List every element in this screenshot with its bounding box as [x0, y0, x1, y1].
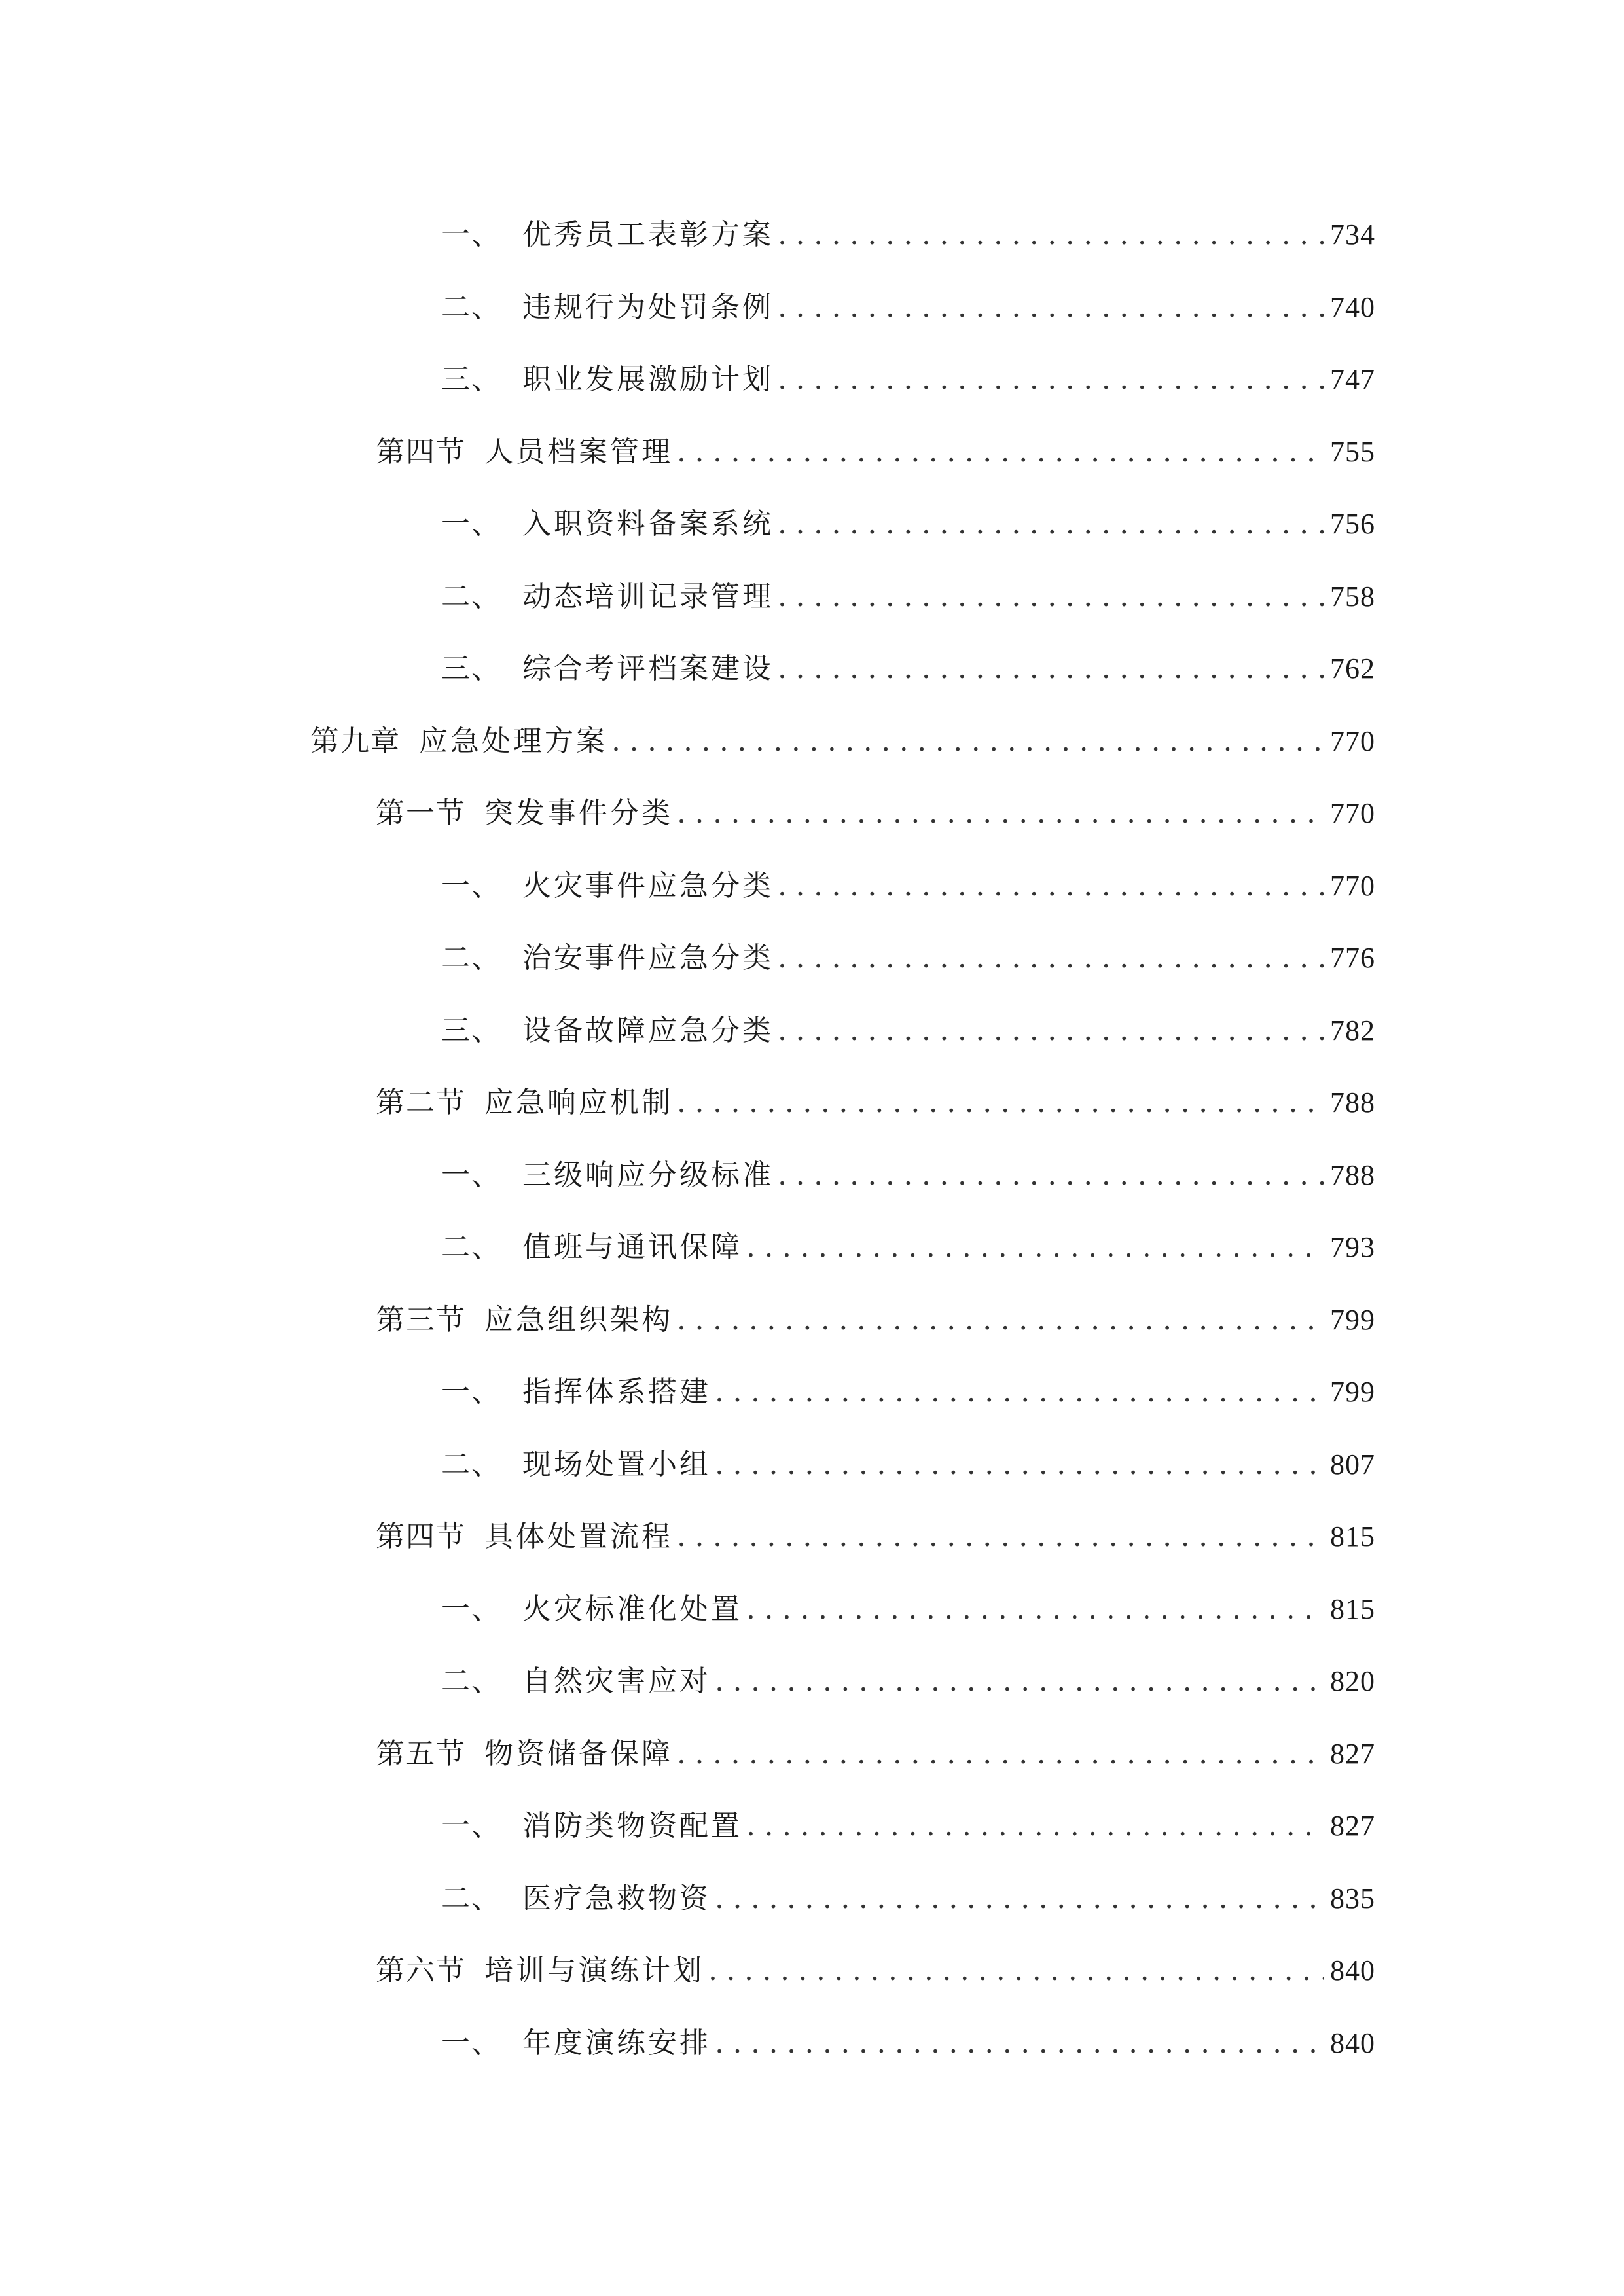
entry-page-number: 840: [1330, 2026, 1375, 2059]
dot-leader: [715, 1645, 1324, 1718]
dot-leader: [715, 1356, 1324, 1429]
entry-title: 自然灾害应对: [522, 1664, 711, 1698]
dot-leader: [778, 488, 1324, 561]
entry-page-number: 815: [1330, 1592, 1375, 1625]
entry-title: 职业发展激励计划: [522, 363, 774, 396]
entry-title: 应急组织架构: [484, 1302, 673, 1336]
entry-page-number: 770: [1330, 869, 1375, 902]
toc-subsection-entry[interactable]: [0, 199, 1624, 272]
toc-entry-line: [441, 1863, 1375, 1935]
dot-leader: [778, 272, 1324, 344]
toc-section-entry[interactable]: [0, 1067, 1624, 1139]
entry-title: 应急响应机制: [484, 1086, 673, 1119]
entry-number: 二、: [441, 290, 501, 324]
dot-leader: [677, 416, 1324, 489]
toc-subsection-entry[interactable]: [0, 488, 1624, 561]
entry-page-number: 734: [1330, 219, 1375, 251]
entry-number: 第四节: [376, 1520, 466, 1553]
toc-subsection-entry[interactable]: [0, 1790, 1624, 1863]
entry-title: 火灾标准化处置: [522, 1592, 742, 1626]
dot-leader: [778, 850, 1324, 923]
entry-title: 年度演练安排: [522, 2026, 711, 2060]
entry-number: 一、: [441, 869, 501, 903]
entry-page-number: 770: [1330, 797, 1375, 829]
toc-entry-line: [376, 1067, 1375, 1139]
entry-page-number: 827: [1330, 1737, 1375, 1770]
entry-page-number: 840: [1330, 1954, 1375, 1986]
entry-page-number: 756: [1330, 508, 1375, 540]
toc-subsection-entry[interactable]: [0, 1429, 1624, 1501]
entry-page-number: 835: [1330, 1882, 1375, 1914]
entry-title: 物资储备保障: [484, 1736, 673, 1770]
toc-entry-line: [376, 1501, 1375, 1573]
entry-title: 动态培训记录管理: [522, 579, 774, 613]
entry-page-number: 788: [1330, 1158, 1375, 1191]
entry-title: 三级响应分级标准: [522, 1158, 774, 1192]
dot-leader: [778, 199, 1324, 272]
entry-page-number: 799: [1330, 1376, 1375, 1408]
toc-entry-line: [441, 850, 1375, 923]
toc-entry-line: [441, 1790, 1375, 1863]
entry-page-number: 755: [1330, 435, 1375, 468]
toc-subsection-entry[interactable]: [0, 995, 1624, 1067]
entry-number: 二、: [441, 1447, 501, 1481]
entry-page-number: 747: [1330, 363, 1375, 395]
toc-subsection-entry[interactable]: [0, 1645, 1624, 1718]
toc-subsection-entry[interactable]: [0, 272, 1624, 344]
toc-section-entry[interactable]: [0, 778, 1624, 850]
entry-page-number: 820: [1330, 1665, 1375, 1697]
entry-title: 现场处置小组: [522, 1447, 711, 1481]
entry-number: 第九章: [310, 724, 401, 758]
dot-leader: [746, 1573, 1324, 1646]
toc-entry-line: [441, 1429, 1375, 1501]
dot-leader: [611, 706, 1324, 778]
dot-leader: [677, 1501, 1324, 1573]
toc-entry-line: [441, 633, 1375, 706]
entry-number: 一、: [441, 1592, 501, 1626]
entry-page-number: 827: [1330, 1810, 1375, 1842]
toc-entry-line: [441, 2007, 1375, 2080]
entry-title: 医疗急救物资: [522, 1881, 711, 1915]
dot-leader: [778, 1139, 1324, 1212]
dot-leader: [715, 1429, 1324, 1501]
toc-subsection-entry[interactable]: [0, 1573, 1624, 1646]
toc-subsection-entry[interactable]: [0, 1211, 1624, 1284]
toc-entry-line: [441, 922, 1375, 995]
entry-title: 违规行为处罚条例: [522, 290, 774, 324]
toc-entry-line: [441, 199, 1375, 272]
toc-entry-line: [376, 416, 1375, 489]
toc-subsection-entry[interactable]: [0, 850, 1624, 923]
toc-section-entry[interactable]: [0, 1718, 1624, 1791]
dot-leader: [715, 1863, 1324, 1935]
entry-title: 具体处置流程: [484, 1520, 673, 1553]
toc-section-entry[interactable]: [0, 1501, 1624, 1573]
entry-page-number: 758: [1330, 580, 1375, 613]
entry-title: 消防类物资配置: [522, 1809, 742, 1842]
entry-number: 二、: [441, 579, 501, 613]
entry-title: 优秀员工表彰方案: [522, 218, 774, 251]
entry-number: 第六节: [376, 1954, 466, 1987]
entry-number: 一、: [441, 1158, 501, 1192]
entry-title: 入职资料备案系统: [522, 507, 774, 541]
entry-title: 综合考评档案建设: [522, 652, 774, 685]
entry-number: 一、: [441, 218, 501, 251]
dot-leader: [677, 1067, 1324, 1139]
entry-page-number: 740: [1330, 291, 1375, 323]
toc-subsection-entry[interactable]: [0, 1863, 1624, 1935]
entry-page-number: 770: [1330, 725, 1375, 757]
entry-title: 火灾事件应急分类: [522, 869, 774, 903]
entry-number: 二、: [441, 941, 501, 975]
entry-page-number: 776: [1330, 942, 1375, 974]
toc-subsection-entry[interactable]: [0, 633, 1624, 706]
entry-number: 二、: [441, 1664, 501, 1698]
entry-number: 二、: [441, 1230, 501, 1264]
toc-section-entry[interactable]: [0, 1284, 1624, 1357]
dot-leader: [677, 1718, 1324, 1791]
entry-page-number: 782: [1330, 1014, 1375, 1047]
toc-subsection-entry[interactable]: [0, 561, 1624, 634]
entry-title: 人员档案管理: [484, 435, 673, 469]
toc-entry-line: [441, 1645, 1375, 1718]
toc-section-entry[interactable]: [0, 1935, 1624, 2007]
toc-entry-line: [441, 344, 1375, 416]
entry-title: 值班与通讯保障: [522, 1230, 742, 1264]
entry-number: 二、: [441, 1881, 501, 1915]
entry-title: 应急处理方案: [419, 724, 607, 758]
dot-leader: [715, 2007, 1324, 2080]
toc-subsection-entry[interactable]: [0, 344, 1624, 416]
entry-number: 三、: [441, 363, 501, 396]
entry-page-number: 762: [1330, 653, 1375, 685]
toc-entry-line: [441, 272, 1375, 344]
entry-title: 突发事件分类: [484, 797, 673, 830]
toc-entry-line: [376, 1935, 1375, 2007]
entry-number: 三、: [441, 1013, 501, 1047]
entry-number: 三、: [441, 652, 501, 685]
toc-entry-line: [441, 561, 1375, 634]
entry-number: 第三节: [376, 1302, 466, 1336]
entry-page-number: 799: [1330, 1303, 1375, 1336]
toc-chapter-entry[interactable]: [0, 706, 1624, 778]
toc-entry-line: [441, 995, 1375, 1067]
toc-subsection-entry[interactable]: [0, 1356, 1624, 1429]
dot-leader: [746, 1211, 1324, 1284]
dot-leader: [746, 1790, 1324, 1863]
toc-entry-line: [441, 1573, 1375, 1646]
toc-subsection-entry[interactable]: [0, 2007, 1624, 2080]
table-of-contents: [0, 199, 1624, 2079]
dot-leader: [778, 922, 1324, 995]
entry-number: 第四节: [376, 435, 466, 469]
dot-leader: [677, 1284, 1324, 1357]
entry-page-number: 788: [1330, 1086, 1375, 1119]
toc-entry-line: [376, 1284, 1375, 1357]
dot-leader: [778, 344, 1324, 416]
entry-page-number: 815: [1330, 1520, 1375, 1552]
toc-entry-line: [310, 706, 1375, 778]
entry-page-number: 793: [1330, 1231, 1375, 1263]
entry-title: 指挥体系搭建: [522, 1375, 711, 1408]
entry-number: 第一节: [376, 797, 466, 830]
toc-entry-line: [441, 488, 1375, 561]
entry-title: 培训与演练计划: [484, 1954, 704, 1987]
toc-entry-line: [441, 1139, 1375, 1212]
entry-number: 一、: [441, 507, 501, 541]
toc-entry-line: [441, 1211, 1375, 1284]
entry-page-number: 807: [1330, 1448, 1375, 1480]
toc-entry-line: [441, 1356, 1375, 1429]
dot-leader: [778, 995, 1324, 1067]
toc-entry-line: [376, 1718, 1375, 1791]
entry-number: 第二节: [376, 1086, 466, 1119]
entry-number: 第五节: [376, 1736, 466, 1770]
dot-leader: [778, 633, 1324, 706]
dot-leader: [708, 1935, 1324, 2007]
entry-number: 一、: [441, 1809, 501, 1842]
toc-section-entry[interactable]: [0, 416, 1624, 489]
toc-subsection-entry[interactable]: [0, 922, 1624, 995]
toc-subsection-entry[interactable]: [0, 1139, 1624, 1212]
entry-title: 设备故障应急分类: [522, 1013, 774, 1047]
entry-number: 一、: [441, 1375, 501, 1408]
dot-leader: [778, 561, 1324, 634]
entry-title: 治安事件应急分类: [522, 941, 774, 975]
toc-entry-line: [376, 778, 1375, 850]
dot-leader: [677, 778, 1324, 850]
entry-number: 一、: [441, 2026, 501, 2060]
